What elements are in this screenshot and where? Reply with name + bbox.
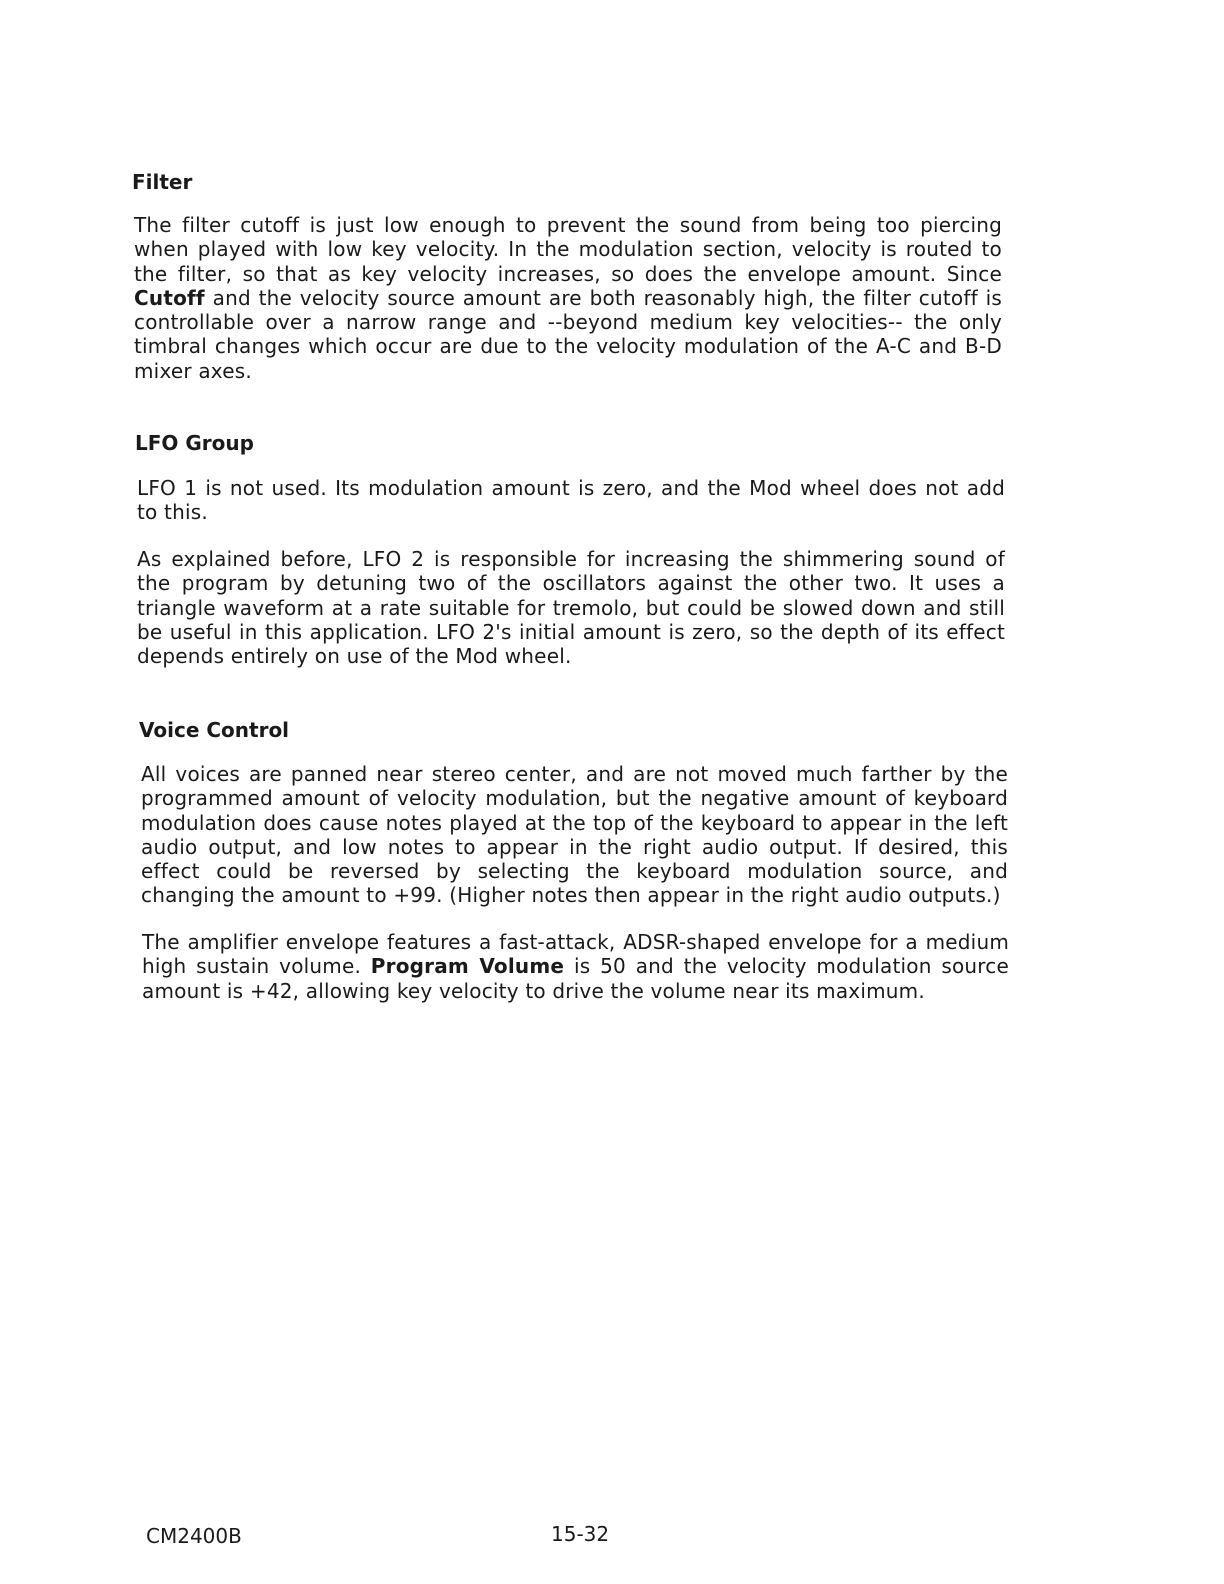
voice-text-a: The amplifier envelope features a fast-attack, ADSR-shaped envelope for a medium high sustain volume. [142, 930, 1009, 979]
lfo-paragraph-1: LFO 1 is not used. Its modulation amount is zero, and the Mod wheel does not add to this. [137, 476, 1005, 525]
voice-paragraph-1: All voices are panned near stereo center, and are not moved much farther by the programmed amount of velocity modulation, but the negative amount of keyboard modulation does cause notes played at the top of the keyboard to appear in the left audio output, and low notes to appear in the right audio output. If desired, this effect could be reversed by selecting the keyboard modulation source, and changing the amount to +99. (Higher notes then appear in the right audio outputs.) [141, 762, 1008, 908]
footer-doc-id: CM2400B [146, 1524, 242, 1548]
filter-paragraph [134, 213, 1002, 383]
filter-heading: Filter [132, 170, 193, 194]
voice-text-b: is 50 and the velocity modulation source amount is +42, allowing key velocity to drive the volume near its maximum. [142, 954, 1009, 1003]
filter-text-b: and the velocity source amount are both reasonably high, the filter cutoff is controllable over a narrow range and --beyond medium key velocities-- the only timbral changes which occur are due to the velocity modulation of the A-C and B-D mixer axes. [134, 285, 1002, 383]
filter-text-a: The filter cutoff is just low enough to prevent the sound from being too piercing when played with low key velocity. In the modulation section, velocity is routed to the filter, so that as key velocity increases, so does the envelope amount. Since [134, 213, 1002, 286]
voice-paragraph-2 [142, 930, 1009, 1003]
lfo-paragraph-2: As explained before, LFO 2 is responsible for increasing the shimmering sound of the program by detuning two of the oscillators against the other two. It uses a triangle waveform at a rate suitable for tremolo, but could be slowed down and still be useful in this application. LFO 2's initial amount is zero, so the depth of its effect depends entirely on use of the Mod wheel. [137, 547, 1005, 669]
cutoff-term: Cutoff [134, 285, 205, 310]
footer-page-number: 15-32 [551, 1522, 610, 1546]
program-volume-term: Program Volume [370, 954, 565, 979]
lfo-heading: LFO Group [135, 431, 254, 455]
voice-control-heading: Voice Control [139, 718, 290, 742]
